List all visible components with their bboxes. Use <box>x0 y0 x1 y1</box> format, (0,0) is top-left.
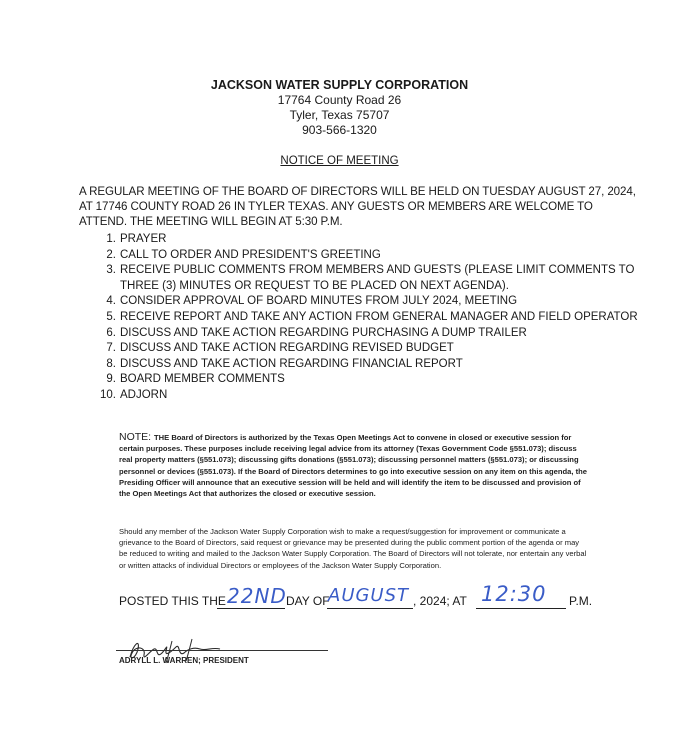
agenda-item <box>96 294 656 310</box>
address-line-2: Tyler, Texas 75707 <box>289 108 390 122</box>
posted-label: POSTED THIS THE <box>119 594 226 608</box>
organization-name: JACKSON WATER SUPPLY CORPORATION <box>210 78 469 92</box>
signature-line <box>116 650 328 651</box>
agenda-item <box>96 310 656 326</box>
agenda-item <box>96 372 656 388</box>
agenda-item-number: 6. <box>106 326 116 339</box>
day-of-label: DAY OF <box>286 594 330 608</box>
meeting-intro: A REGULAR MEETING OF THE BOARD OF DIRECTORS WILL BE HELD ON TUESDAY AUGUST 27, 2024, AT 17746 COUNTY ROAD 26 IN TYLER TEXAS. ANY GUESTS OR MEMBERS ARE WELCOME TO ATTEND. THE MEETING WILL BEGIN AT 5:30 P.M. <box>79 185 636 228</box>
grievance-paragraph: Should any member of the Jackson Water Supply Corporation wish to make a request/suggestion for improvement or communicate a grievance to the Board of Directors, said request or grievance may be presented during the public comment portion of the agenda or may be reduced to writing and mailed to the Jackson Water Supply Corporation. The Board of Directors will not tolerate, nor entertain any verbal or written attacks of individual Directors or employees of the Jackson Water Supply Corporation. <box>119 527 587 570</box>
agenda-item-text: CALL TO ORDER AND PRESIDENT'S GREETING <box>120 248 381 261</box>
agenda-item <box>96 341 656 357</box>
note-label: NOTE: <box>119 431 155 443</box>
agenda-item <box>96 232 656 248</box>
letterhead <box>0 78 679 138</box>
agenda-item-number: 9. <box>106 373 116 386</box>
year-at-label: , 2024; AT <box>413 594 467 608</box>
agenda-item <box>96 388 656 404</box>
agenda-item-number: 3. <box>106 264 116 277</box>
agenda-item-number: 10. <box>100 388 116 401</box>
agenda-item-number: 5. <box>106 310 116 323</box>
agenda-item <box>96 326 656 342</box>
address-line-1: 17764 County Road 26 <box>277 93 402 107</box>
note-text: THE Board of Directors is authorized by the Texas Open Meetings Act to convene in closed or executive session for certain purposes. These purposes include receiving legal advice from its attorney (Texas Government Code §551.073); discuss real property matters (§551.073); discussing gifts donations (§551.073); discussing personnel matters (§551.073); or discussing personnel or devices (§551.073). If the Board of Directors determines to go into executive session on any item on this agenda, the Presiding Officer will announce that an executive session will be held and will identify the item to be discussed and provision of the Open Meetings Act that authorizes the closed or executive session. <box>119 433 587 499</box>
agenda-item-number: 7. <box>106 342 116 355</box>
posted-time-handwritten: 12:30 <box>481 582 547 606</box>
posted-month-handwritten: AUGUST <box>328 585 410 606</box>
agenda-item-text: DISCUSS AND TAKE ACTION REGARDING FINANCIAL REPORT <box>120 357 463 370</box>
agenda-item <box>96 248 656 264</box>
phone-number: 903-566-1320 <box>302 123 377 137</box>
agenda-item <box>96 263 656 294</box>
agenda-list <box>96 232 656 404</box>
posted-day-handwritten: 22ND <box>227 584 287 608</box>
executive-session-note <box>119 432 589 499</box>
agenda-item-text: BOARD MEMBER COMMENTS <box>120 373 285 386</box>
agenda-item-text: DISCUSS AND TAKE ACTION REGARDING PURCHASING A DUMP TRAILER <box>120 326 527 339</box>
agenda-item-number: 2. <box>106 248 116 261</box>
pm-label: P.M. <box>569 594 593 608</box>
agenda-item-text: CONSIDER APPROVAL OF BOARD MINUTES FROM JULY 2024, MEETING <box>120 295 518 308</box>
agenda-item-number: 8. <box>106 357 116 370</box>
agenda-item-number: 4. <box>106 295 116 308</box>
agenda-item <box>96 357 656 373</box>
notice-title: NOTICE OF MEETING <box>280 155 399 167</box>
agenda-item-text: RECEIVE PUBLIC COMMENTS FROM MEMBERS AND GUESTS (PLEASE LIMIT COMMENTS TO THREE (3) MINUTES OR REQUEST TO BE PLACED ON NEXT AGENDA). <box>120 264 635 292</box>
agenda-item-text: RECEIVE REPORT AND TAKE ANY ACTION FROM GENERAL MANAGER AND FIELD OPERATOR <box>120 310 638 323</box>
agenda-item-text: DISCUSS AND TAKE ACTION REGARDING REVISED BUDGET <box>120 342 454 355</box>
agenda-item-text: PRAYER <box>120 233 167 245</box>
agenda-item-text: ADJORN <box>120 388 168 401</box>
president-name: ADRYLL L. WARREN; PRESIDENT <box>119 656 249 665</box>
agenda-item-number: 1. <box>106 233 116 245</box>
posted-line <box>119 582 639 614</box>
